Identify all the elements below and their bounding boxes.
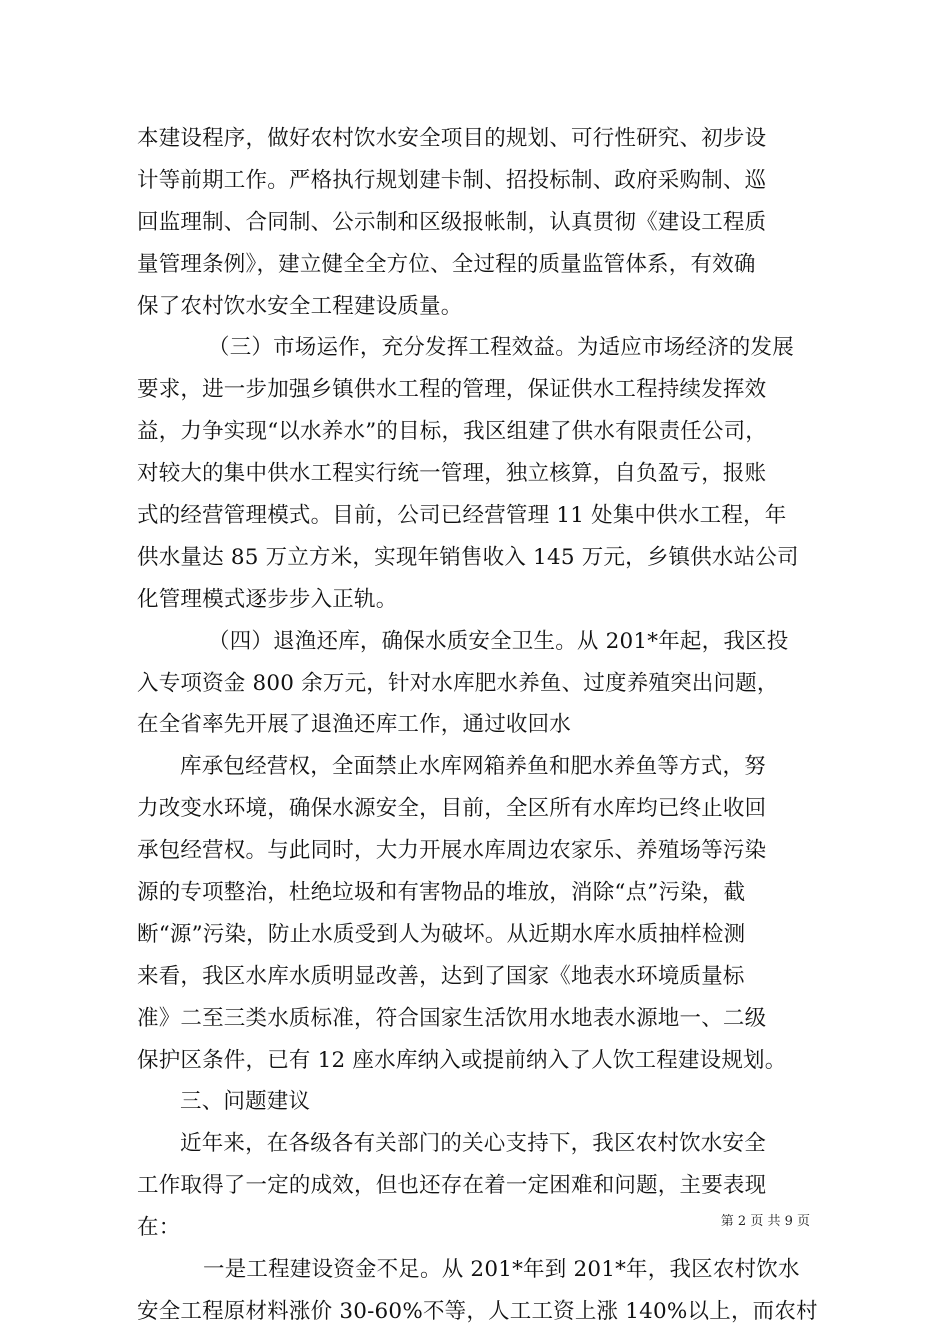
- text-line: 保了农村饮水安全工程建设质量。: [137, 293, 463, 319]
- text-line: 源的专项整治，杜绝垃圾和有害物品的堆放，消除“点”污染，截: [137, 880, 746, 906]
- text-line: 保护区条件，已有 12 座水库纳入或提前纳入了人饮工程建设规划。: [137, 1047, 787, 1073]
- text-line: 工作取得了一定的成效，但也还存在着一定困难和问题，主要表现: [137, 1173, 767, 1199]
- text-line: 在：: [137, 1215, 181, 1241]
- text-line: 安全工程原材料涨价 30-60%不等，人工工资上涨 140%以上，而农村: [137, 1298, 818, 1324]
- paragraph-start: 近年来，在各级各有关部门的关心支持下，我区农村饮水安全: [180, 1131, 766, 1157]
- text-line: 对较大的集中供水工程实行统一管理，独立核算，自负盈亏，报账: [137, 461, 767, 487]
- body-text: [137, 118, 827, 1333]
- page-number-footer: 第 2 页 共 9 页: [720, 1214, 810, 1229]
- paragraph-start: 一是工程建设资金不足。从 201*年到 201*年，我区农村饮水: [203, 1257, 800, 1283]
- text-line: 准》二至三类水质标准，符合国家生活饮用水地表水源地一、二级: [137, 1005, 767, 1031]
- section-heading: 三、问题建议: [180, 1089, 311, 1115]
- paragraph-start: （三）市场运作，充分发挥工程效益。为适应市场经济的发展: [208, 335, 794, 361]
- text-line: 本建设程序，做好农村饮水安全项目的规划、可行性研究、初步设: [137, 126, 767, 151]
- text-line: 来看，我区水库水质明显改善，达到了国家《地表水环境质量标: [137, 963, 745, 989]
- text-line: 承包经营权。与此同时，大力开展水库周边农家乐、养殖场等污染: [137, 838, 767, 864]
- text-line: 计等前期工作。严格执行规划建卡制、招投标制、政府采购制、巡: [137, 167, 767, 193]
- text-line: 式的经营管理模式。目前，公司已经营管理 11 处集中供水工程，年: [137, 503, 787, 529]
- text-line: 要求，进一步加强乡镇供水工程的管理，保证供水工程持续发挥效: [137, 377, 767, 403]
- text-line: 供水量达 85 万立方米，实现年销售收入 145 万元，乡镇供水站公司: [137, 544, 799, 570]
- text-line: 益，力争实现“以水养水”的目标，我区组建了供水有限责任公司，: [137, 419, 767, 445]
- text-line: 入专项资金 800 余万元，针对水库肥水养鱼、过度养殖突出问题，: [137, 670, 779, 696]
- paragraph-start: （四）退渔还库，确保水质安全卫生。从 201*年起，我区投: [208, 628, 789, 654]
- text-line: 化管理模式逐步步入正轨。: [137, 586, 398, 612]
- text-line: 力改变水环境，确保水源安全，目前，全区所有水库均已终止收回: [137, 796, 767, 822]
- text-line: 在全省率先开展了退渔还库工作，通过收回水: [137, 712, 572, 738]
- paragraph-start: 库承包经营权，全面禁止水库网箱养鱼和肥水养鱼等方式，努: [180, 754, 766, 780]
- text-line: 回监理制、合同制、公示制和区级报帐制，认真贯彻《建设工程质: [137, 209, 767, 235]
- text-line: 量管理条例》，建立健全全方位、全过程的质量监管体系，有效确: [137, 251, 756, 277]
- text-line: 断“源”污染，防止水质受到人为破坏。从近期水库水质抽样检测: [137, 921, 746, 947]
